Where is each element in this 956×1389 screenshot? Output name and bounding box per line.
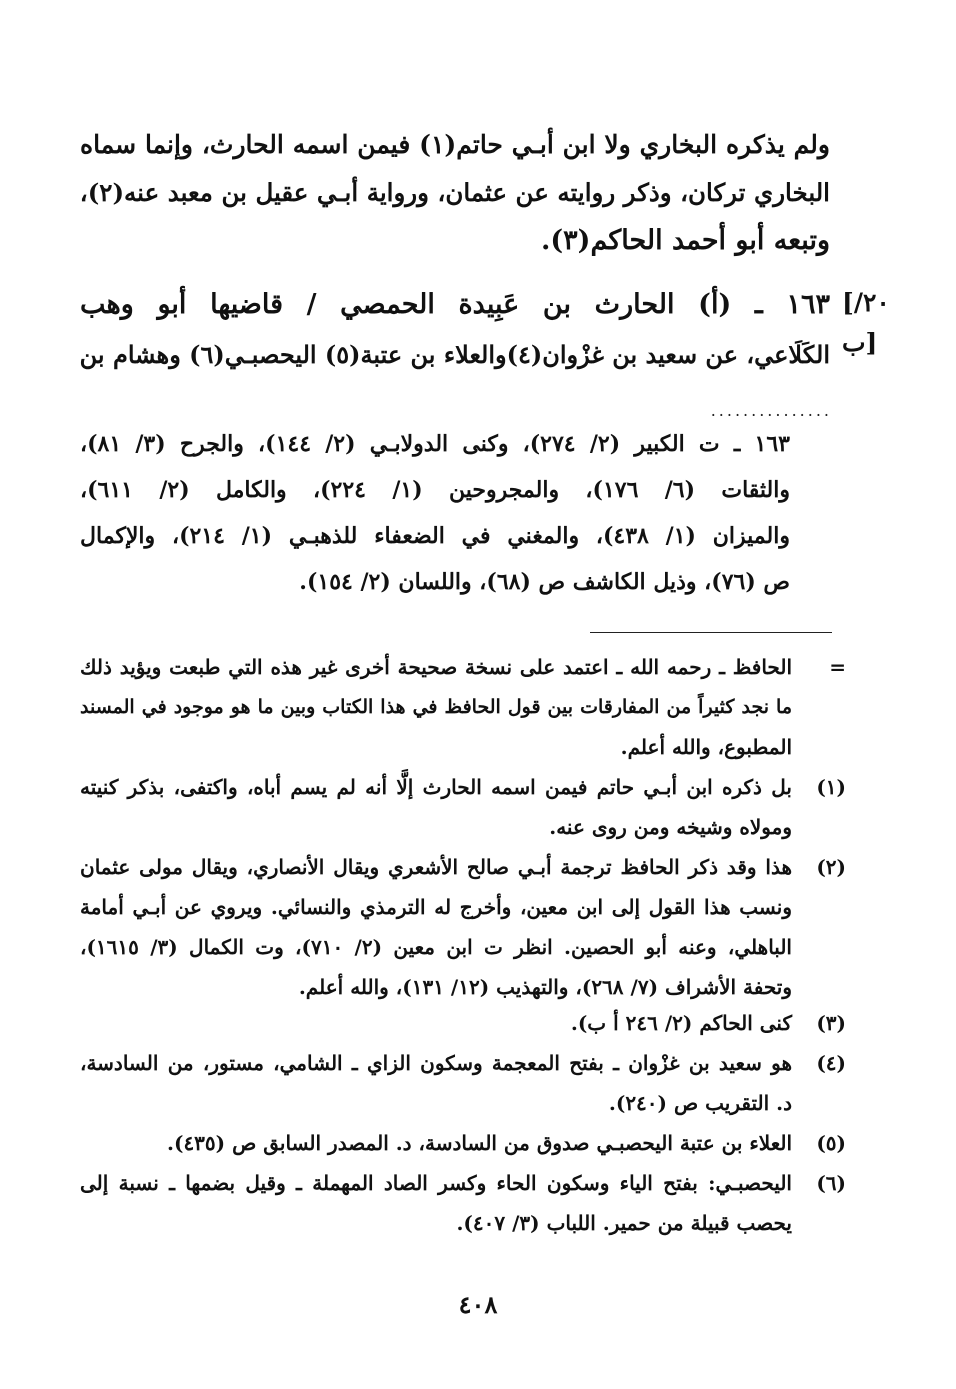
sources-line: ص (٧٦)، وذيل الكاشف ص (٦٨)، واللسان (٢/ ١٥٤). xyxy=(299,569,790,595)
footnote-continuation-mark: = xyxy=(829,655,846,679)
footnote-mark: (٣) xyxy=(816,1011,846,1035)
footnote-mark: (٢) xyxy=(816,855,846,879)
footnote-line: د. التقريب ص (٢٤٠). xyxy=(608,1091,792,1115)
footnote-line: الحافظ ـ رحمه الله ـ اعتمد على نسخة صحيحة أخرى غير هذه التي طبعت ويؤيد ذلك xyxy=(80,655,792,679)
sources-line: والميزان (١/ ٤٣٨)، والمغني في الضعفاء للذهبـي (١/ ٢١٤)، والإكمال xyxy=(80,523,790,549)
footnote-line: العلاء بن عتبة اليحصبـي صدوق من السادسة، د. المصدر السابق ص (٤٣٥). xyxy=(167,1131,792,1155)
footnote-line: ونسب هذا القول إلى ابن معين، وأخرج له الترمذي والنسائي. ويروي عن أبـي أمامة xyxy=(80,895,792,919)
footnote-line: هذا وقد ذكر الحافظ ترجمة أبـي صالح الأشعري ويقال الأنصاري، ويقال مولى عثمان xyxy=(80,855,792,879)
sources-line: ١٦٣ ـ ت الكبير (٢/ ٢٧٤)، وكنى الدولابـي (٢/ ١٤٤)، والجرح (٣/ ٨١)، xyxy=(80,431,790,457)
footnote-line: المطبوع، والله أعلم. xyxy=(620,735,792,759)
dotted-separator: ............... xyxy=(710,404,832,418)
sources-line: والثقات (٦/ ١٧٦)، والمجروحين (١/ ٢٢٤)، والكامل (٢/ ٦١١)، xyxy=(80,477,790,503)
main-text-line: البخاري تركان، وذكر روايته عن عثمان، ورواية أبـي عقيل بن معبد عنه(٢)، xyxy=(79,178,830,207)
footnote-line: هو سعيد بن غزْوان ـ بفتح المعجمة وسكون الزاي ـ الشامي، مستور، من السادسة، xyxy=(80,1051,792,1075)
entry-line: ١٦٣ ـ (أ) الحارث بن عَبِيدة الحمصي / قاضيها أبو وهب xyxy=(80,289,830,320)
footnote-mark: (٤) xyxy=(816,1051,846,1075)
footnote-line: الباهلي، وعنه أبو الحصين. انظر ت ابن معين (٢/ ٧١٠)، وت الكمال (٣/ ١٦١٥)، xyxy=(80,935,792,959)
main-text-line: ولم يذكره البخاري ولا ابن أبـي حاتم(١) فيمن اسمه الحارث، وإنما سماه xyxy=(80,130,830,159)
footnote-mark: (٦) xyxy=(816,1171,846,1195)
footnote-mark: (١) xyxy=(816,775,846,799)
main-text-line: وتبعه أبو أحمد الحاكم(٣). xyxy=(540,225,830,256)
footnote-rule xyxy=(590,632,832,633)
footnote-line: وتحفة الأشراف (٧/ ٢٦٨)، والتهذيب (١٢/ ١٣١)، والله أعلم. xyxy=(298,975,792,999)
page-number: ٤٠٨ xyxy=(458,1290,498,1319)
footnote-mark: (٥) xyxy=(816,1131,846,1155)
footnote-line: ما نجد كثيراً من المفارقات بين قول الحافظ في هذا الكتاب وبين ما هو موجود في المسند xyxy=(80,696,792,718)
footnote-line: اليحصبـي: بفتح الياء وسكون الحاء وكسر الصاد المهملة ـ وقيل بضمها ـ نسبة إلى xyxy=(80,1171,792,1195)
margin-folio-reference: [٢٠/ب] xyxy=(842,288,890,357)
footnote-line: بل ذكره ابن أبـي حاتم فيمن اسمه الحارث إلَّا أنه لم يسم أباه، واكتفى، بذكر كنيته xyxy=(80,775,792,799)
footnote-line: ومولاه وشيخه ومن روى عنه. xyxy=(549,815,792,839)
footnote-line: كنى الحاكم (٢/ ٢٤٦ أ ب). xyxy=(570,1011,792,1035)
entry-line: الكَلَاعي، عن سعيد بن غزْوان(٤)والعلاء بن عتبة(٥) اليحصبـي(٦) وهشام بن xyxy=(79,340,830,369)
footnote-line: يحصب قبيلة من حمير. اللباب (٣/ ٤٠٧). xyxy=(456,1211,792,1235)
